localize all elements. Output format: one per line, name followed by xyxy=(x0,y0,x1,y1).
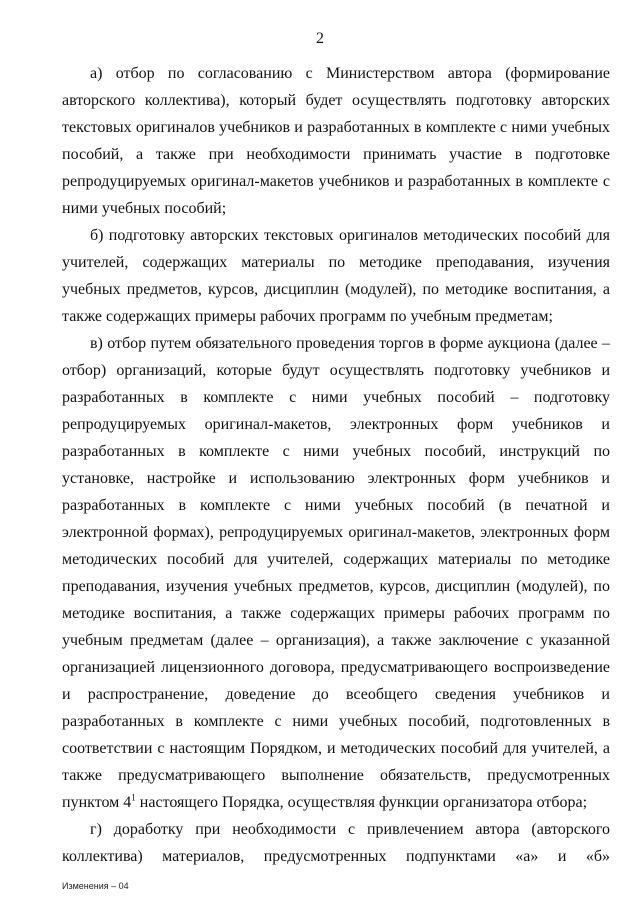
paragraph-v-text-end: настоящего Порядка, осуществляя функции организатора отбора; xyxy=(135,794,588,811)
document-body xyxy=(62,60,610,870)
page-number: 2 xyxy=(316,30,324,47)
paragraph-v-text: в) отбор путем обязательного проведения торгов в форме аукциона (далее – отбор) организаций, которые будут осуществлять подготовку учебников и разработанных в комплекте с ними учебных пособий – подготовку репродуцируемых оригинал-макетов, электронных форм учебников и разработанных в комплекте с ними учебных пособий, инструкций по установке, настройке и использованию электронных форм учебников и разработанных в комплекте с ними учебных пособий (в печатной и электронной формах), репродуцируемых оригинал-макетов, электронных форм методических пособий для учителей, содержащих материалы по методике преподавания, изучения учебных предметов, курсов, дисциплин (модулей), по методике воспитания, а также содержащих примеры рабочих программ по учебным предметам (далее – организация), а также заключение с указанной организацией лицензионного договора, предусматривающего воспроизведение и распространение, доведение до всеобщего сведения учебников и разработанных в комплекте с ними учебных пособий, подготовленных в соответствии с настоящим Порядком, и методических пособий для учителей, а также предусматривающего выполнение обязательств, предусмотренных пунктом 4 xyxy=(62,335,610,811)
footnote-superscript: 1 xyxy=(131,792,136,803)
paragraph-b: б) подготовку авторских текстовых оригиналов методических пособий для учителей, содержащих материалы по методике преподавания, изучения учебных предметов, курсов, дисциплин (модулей), по методике воспитания, а также содержащих примеры рабочих программ по учебным предметам; xyxy=(62,227,610,325)
footer-revision: Изменения – 04 xyxy=(62,881,129,891)
paragraph-a: а) отбор по согласованию с Министерством автора (формирование авторского коллектива), который будет осуществлять подготовку авторских текстовых оригиналов учебников и разработанных в комплекте с ними учебных пособий, а также при необходимости принимать участие в подготовке репродуцируемых оригинал-макетов учебников и разработанных в комплекте с ними учебных пособий; xyxy=(62,65,610,217)
paragraph-g: г) доработку при необходимости с привлечением автора (авторского коллектива) материалов, предусмотренных подпунктами «а» и «б» xyxy=(62,821,610,865)
paragraph-v xyxy=(62,330,610,816)
